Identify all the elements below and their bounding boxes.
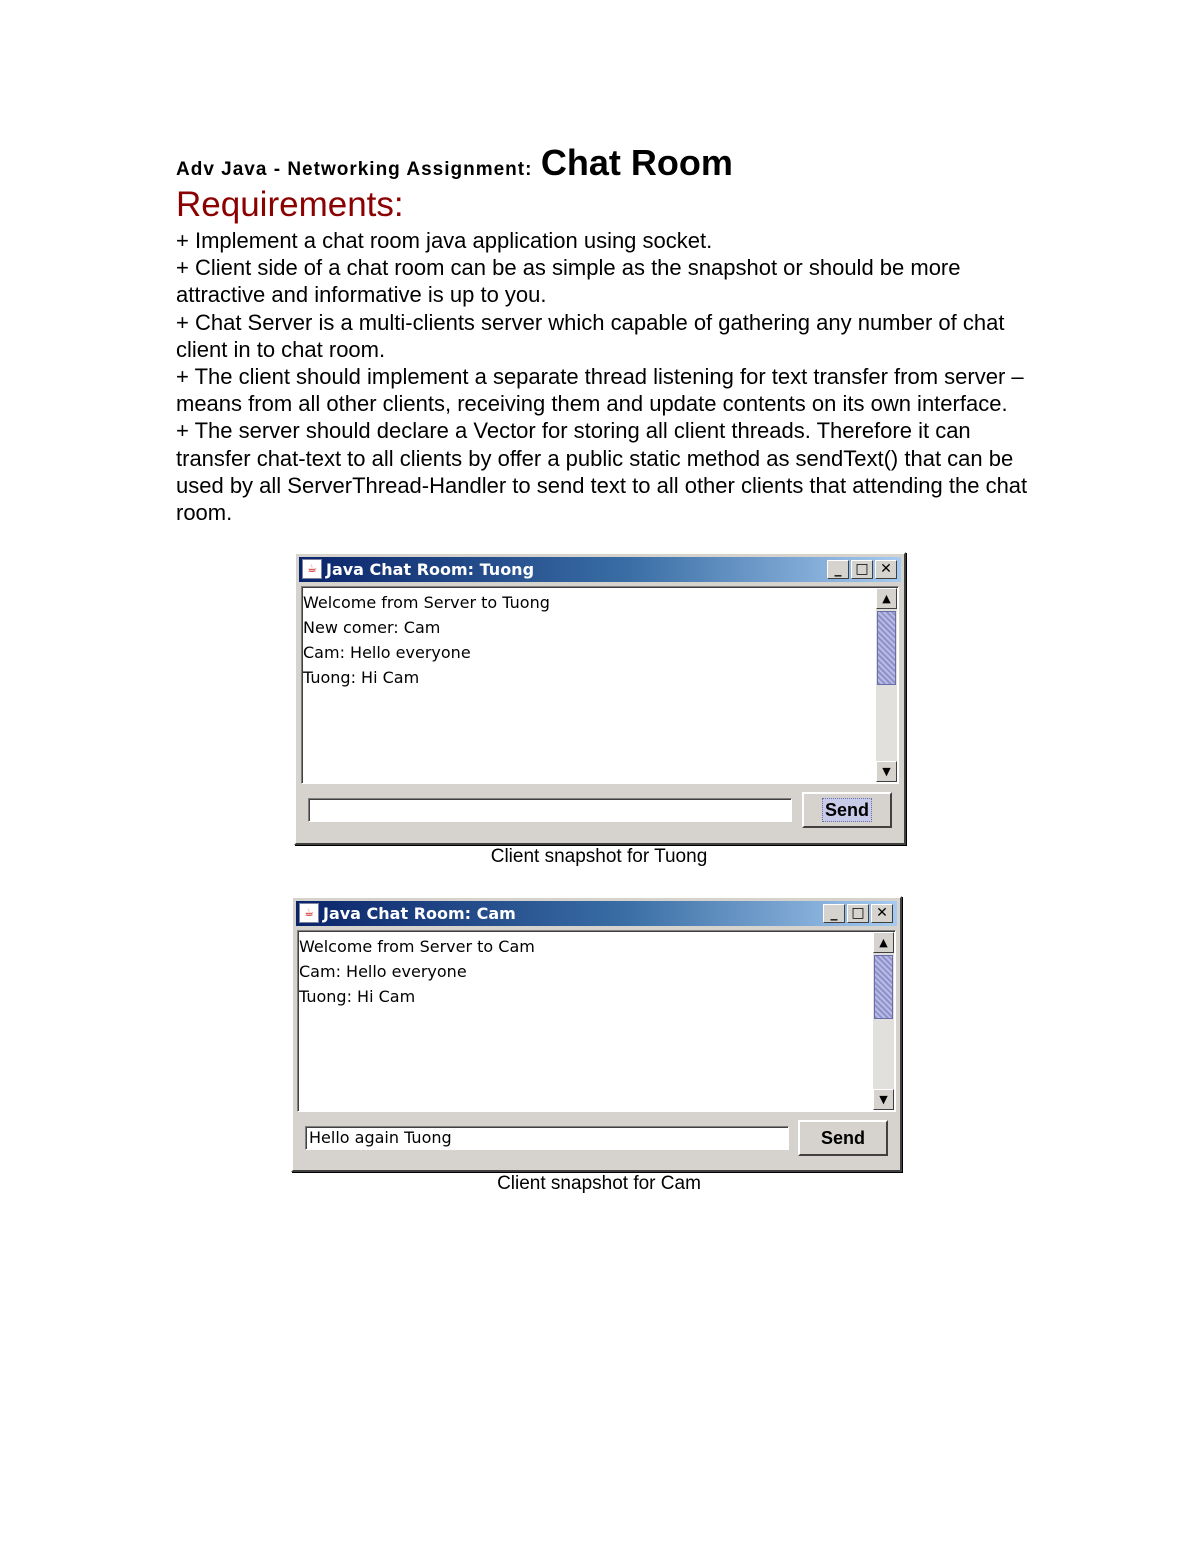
- requirement-item: + The server should declare a Vector for storing all client threads. Therefore it can transfer chat-text to all clients by offer a public static method as sendText() that can be used by all ServerThread-Handler to send text to all other clients that attending the chat room.: [176, 418, 1028, 526]
- message-input[interactable]: Hello again Tuong: [305, 1126, 789, 1150]
- chat-message: Cam: Hello everyone: [299, 962, 467, 981]
- title-bar[interactable]: [296, 901, 897, 926]
- send-button-label: Send: [822, 798, 872, 822]
- message-list: [299, 934, 871, 1009]
- chat-message: New comer: Cam: [303, 618, 441, 637]
- chat-message: Welcome from Server to Cam: [299, 937, 535, 956]
- chat-message: Tuong: Hi Cam: [299, 987, 416, 1006]
- scroll-down-arrow-icon[interactable]: ▼: [876, 761, 897, 782]
- requirement-item: + Implement a chat room java application using socket.: [176, 228, 713, 253]
- close-icon[interactable]: ✕: [871, 904, 893, 923]
- java-cup-icon[interactable]: ☕: [302, 559, 322, 579]
- scroll-thumb[interactable]: [874, 955, 893, 1019]
- chat-window-tuong: [294, 552, 906, 845]
- caption-cam: Client snapshot for Cam: [497, 1173, 701, 1194]
- vertical-scrollbar[interactable]: [876, 588, 897, 782]
- title-bar[interactable]: [299, 557, 901, 582]
- requirement-item: + Client side of a chat room can be as simple as the snapshot or should be more attractive and informative is up to you.: [176, 255, 961, 308]
- minimize-icon[interactable]: _: [827, 560, 849, 579]
- minimize-icon[interactable]: _: [823, 904, 845, 923]
- scroll-up-arrow-icon[interactable]: ▲: [876, 588, 897, 609]
- requirements-list: [176, 227, 1036, 526]
- document-title: [176, 142, 733, 184]
- chat-window-cam: [291, 896, 902, 1172]
- chat-message: Welcome from Server to Tuong: [303, 593, 550, 612]
- maximize-icon[interactable]: □: [851, 560, 873, 579]
- chat-log[interactable]: [301, 586, 899, 784]
- java-cup-icon[interactable]: ☕: [299, 903, 319, 923]
- vertical-scrollbar[interactable]: [873, 932, 894, 1110]
- chat-log[interactable]: [297, 930, 896, 1112]
- title-main: Chat Room: [540, 142, 733, 183]
- maximize-icon[interactable]: □: [847, 904, 869, 923]
- close-icon[interactable]: ✕: [875, 560, 897, 579]
- window-title: Java Chat Room: Tuong: [326, 560, 535, 579]
- chat-message: Tuong: Hi Cam: [303, 668, 420, 687]
- send-button[interactable]: [802, 792, 892, 828]
- scroll-up-arrow-icon[interactable]: ▲: [873, 932, 894, 953]
- chat-message: Cam: Hello everyone: [303, 643, 471, 662]
- scroll-thumb[interactable]: [877, 611, 896, 685]
- requirements-heading: Requirements:: [176, 185, 404, 224]
- requirement-item: + Chat Server is a multi-clients server which capable of gathering any number of chat client in to chat room.: [176, 309, 1005, 362]
- message-list: [303, 590, 874, 690]
- title-prefix: Adv Java - Networking Assignment:: [176, 159, 533, 180]
- window-title: Java Chat Room: Cam: [323, 904, 516, 923]
- scroll-down-arrow-icon[interactable]: ▼: [873, 1089, 894, 1110]
- requirement-item: + The client should implement a separate thread listening for text transfer from server –means from all other clients, receiving them and update contents on its own interface.: [176, 364, 1024, 417]
- message-input[interactable]: [308, 798, 792, 822]
- send-button[interactable]: Send: [798, 1120, 888, 1156]
- caption-tuong: Client snapshot for Tuong: [490, 846, 708, 867]
